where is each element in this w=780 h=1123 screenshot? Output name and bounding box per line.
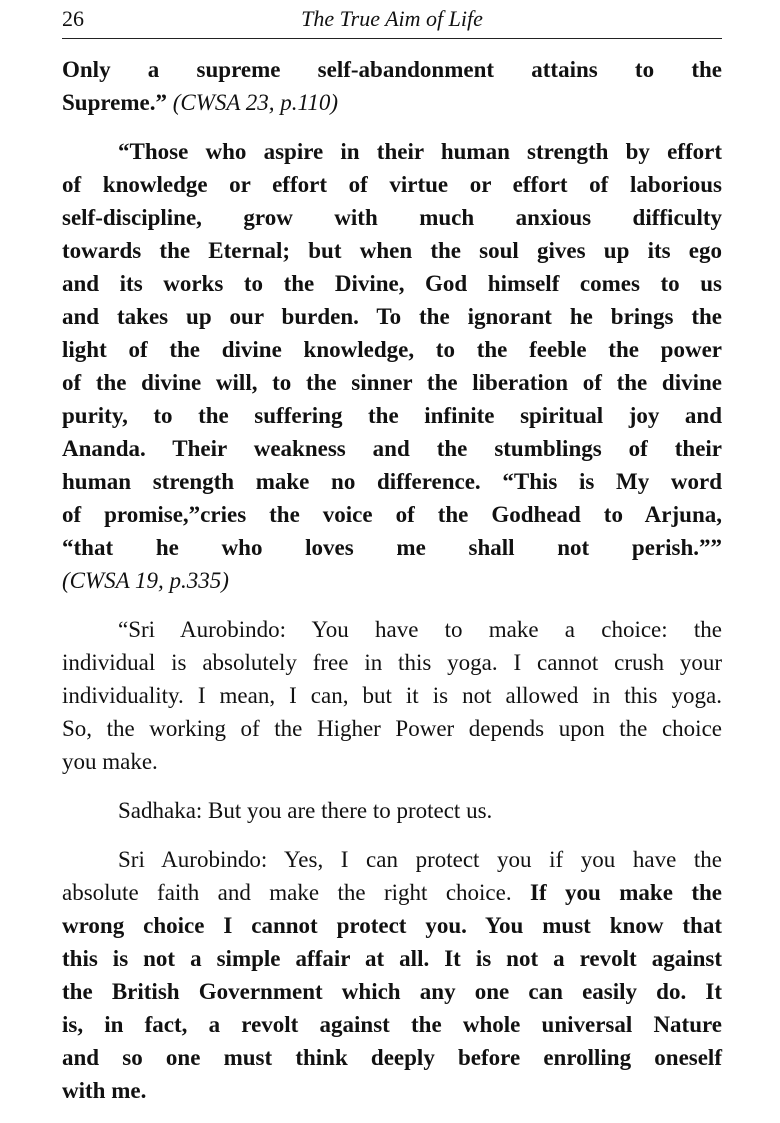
paragraph <box>62 135 722 597</box>
paragraph <box>62 613 722 778</box>
text-line <box>62 135 722 168</box>
text-line <box>62 465 722 498</box>
text-line <box>62 679 722 712</box>
text-segment: If you make the <box>530 880 722 905</box>
page-body <box>62 53 722 1123</box>
text-segment: individual is absolutely free in this yoga. I cannot crush your <box>62 650 722 675</box>
text-line <box>62 1041 722 1074</box>
text-segment: Supreme.” <box>62 90 173 115</box>
text-segment: the British Government which any one can easily do. It <box>62 979 722 1004</box>
paragraph <box>62 53 722 119</box>
text-segment: Sadhaka: But you are there to protect us. <box>118 798 493 823</box>
running-title: The True Aim of Life <box>301 6 483 31</box>
text-line <box>62 613 722 646</box>
text-segment: purity, to the suffering the infinite spiritual joy and <box>62 403 722 428</box>
text-segment: towards the Eternal; but when the soul gives up its ego <box>62 238 722 263</box>
citation: (CWSA 23, p.110) <box>172 90 338 115</box>
text-segment: you make. <box>62 749 158 774</box>
paragraph <box>62 843 722 1107</box>
text-segment: is, in fact, a revolt against the whole universal Nature <box>62 1012 722 1037</box>
text-line <box>62 399 722 432</box>
text-line <box>62 1074 722 1107</box>
text-segment: Ananda. Their weakness and the stumblings of their <box>62 436 722 461</box>
text-segment: “Sri Aurobindo: You have to make a choice: the <box>118 617 722 642</box>
text-segment: of promise,”cries the voice of the Godhead to Arjuna, <box>62 502 722 527</box>
text-segment: this is not a simple affair at all. It is not a revolt against <box>62 946 722 971</box>
text-line <box>62 432 722 465</box>
text-line <box>62 234 722 267</box>
text-line <box>62 1008 722 1041</box>
page-number: 26 <box>62 6 84 31</box>
text-line <box>62 531 722 564</box>
text-line <box>62 876 722 909</box>
text-line <box>62 712 722 745</box>
citation: (CWSA 19, p.335) <box>62 568 229 593</box>
text-segment: light of the divine knowledge, to the feeble the power <box>62 337 722 362</box>
text-segment: and so one must think deeply before enrolling oneself <box>62 1045 722 1070</box>
text-segment: with me. <box>62 1078 147 1103</box>
text-segment: “Those who aspire in their human strength by effort <box>118 139 722 164</box>
text-line <box>62 300 722 333</box>
text-segment: wrong choice I cannot protect you. You must know that <box>62 913 722 938</box>
text-segment: individuality. I mean, I can, but it is not allowed in this yoga. <box>62 683 722 708</box>
text-line <box>62 267 722 300</box>
text-line <box>62 86 722 119</box>
text-line <box>62 333 722 366</box>
text-line <box>62 794 722 827</box>
text-line <box>62 745 722 778</box>
text-segment: and its works to the Divine, God himself comes to us <box>62 271 722 296</box>
text-segment: self-discipline, grow with much anxious difficulty <box>62 205 722 230</box>
text-line <box>62 168 722 201</box>
text-line <box>62 909 722 942</box>
text-segment: So, the working of the Higher Power depends upon the choice <box>62 716 722 741</box>
text-line <box>62 646 722 679</box>
paragraph <box>62 794 722 827</box>
text-line <box>62 942 722 975</box>
text-line <box>62 564 722 597</box>
text-segment: of the divine will, to the sinner the liberation of the divine <box>62 370 722 395</box>
text-segment: absolute faith and make the right choice. <box>62 880 531 905</box>
text-segment: and takes up our burden. To the ignorant he brings the <box>62 304 722 329</box>
text-line <box>62 53 722 86</box>
text-segment: Only a supreme self-abandonment attains to the <box>62 57 722 82</box>
text-segment: human strength make no difference. “This is My word <box>62 469 722 494</box>
text-segment: of knowledge or effort of virtue or effort of laborious <box>62 172 722 197</box>
text-line <box>62 498 722 531</box>
text-line <box>62 201 722 234</box>
text-line <box>62 975 722 1008</box>
text-segment: Sri Aurobindo: Yes, I can protect you if you have the <box>118 847 722 872</box>
text-segment: “that he who loves me shall not perish.”” <box>62 535 722 560</box>
text-line <box>62 843 722 876</box>
text-line <box>62 366 722 399</box>
running-header <box>62 2 722 39</box>
